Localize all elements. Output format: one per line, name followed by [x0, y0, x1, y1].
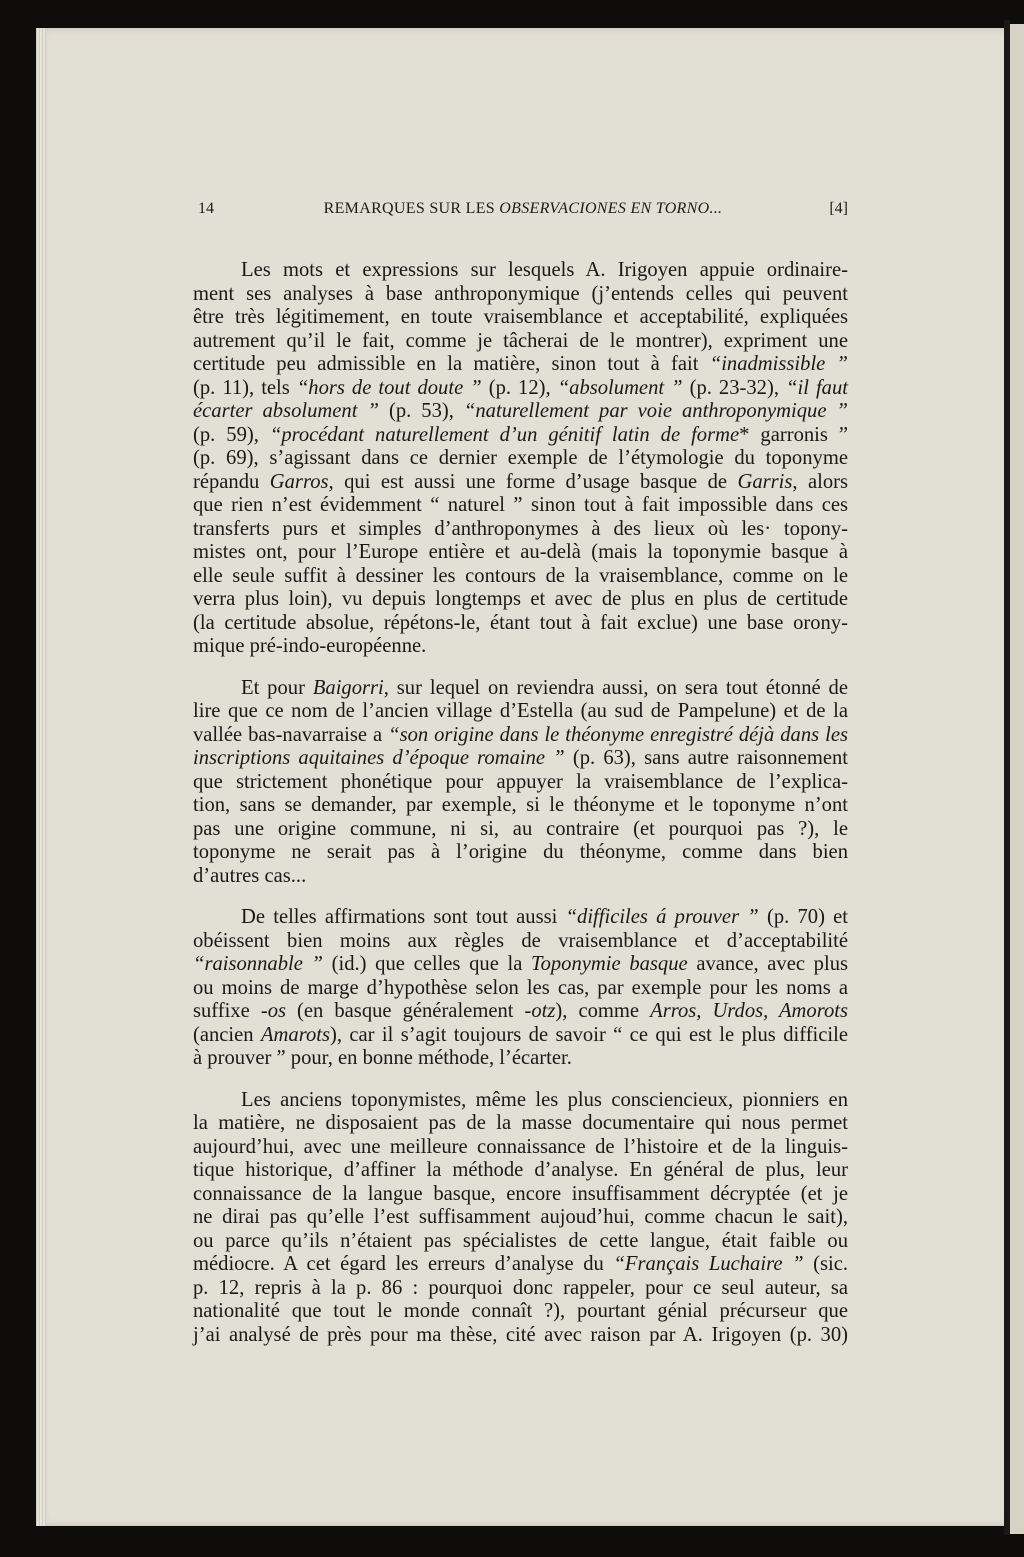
- text-segment: Et pour: [241, 676, 313, 699]
- italic-text: -otz: [524, 1000, 556, 1022]
- text-line: [193, 724, 848, 748]
- text-line: [193, 1206, 848, 1230]
- italic-text: “raisonnable ”: [193, 953, 323, 975]
- text-segment: toponyme ne serait pas à l’origine du théonyme, comme dans bien: [193, 841, 848, 863]
- text-segment: (p. 69), s’agissant dans ce dernier exemple de l’étymologie du toponyme: [193, 447, 848, 469]
- text-segment: j’ai analysé de près pour ma thèse, cité avec raison par A. Irigoyen (p. 30): [193, 1323, 848, 1346]
- italic-text: “il faut: [786, 376, 848, 399]
- text-line: [193, 541, 848, 565]
- running-title-italic: OBSERVACIONES EN TORNO...: [499, 200, 723, 217]
- text-line: [193, 771, 848, 795]
- text-segment: (ancien: [193, 1023, 261, 1046]
- text-line: [193, 306, 848, 330]
- text-line: [193, 612, 848, 636]
- text-segment: (p. 11), tels: [193, 376, 297, 399]
- text-segment: qui est aussi une forme d’usage basque de: [333, 470, 738, 493]
- text-segment: , alors: [792, 470, 848, 493]
- text-line: [193, 794, 848, 818]
- page-number: 14: [198, 200, 214, 217]
- text-line: [193, 906, 848, 930]
- text-line: [193, 588, 848, 612]
- text-segment: , sur lequel on reviendra aussi, on sera tout étonné de: [383, 676, 848, 699]
- text-line: [193, 1300, 848, 1324]
- text-segment: (p. 12),: [481, 376, 558, 399]
- text-segment: (en basque généralement: [286, 1000, 525, 1022]
- italic-text: “inadmissible ”: [709, 353, 848, 375]
- section-number: [4]: [829, 200, 848, 217]
- text-line: [193, 353, 848, 377]
- running-header: [198, 200, 848, 224]
- text-segment: connaissance de la langue basque, encore insuffisamment décryptée (et je: [193, 1182, 848, 1205]
- text-line: [193, 1000, 848, 1024]
- text-segment: suffixe: [193, 1000, 261, 1022]
- text-line: [193, 1024, 848, 1048]
- italic-text: Garros,: [269, 470, 334, 493]
- text-segment: (la certitude absolue, répétons-le, étant tout à fait exclue) une base orony-: [193, 611, 848, 634]
- text-line: [193, 1230, 848, 1254]
- text-segment: Les anciens toponymistes, même les plus consciencieux, pionniers en: [241, 1088, 848, 1111]
- text-segment: vallée bas-navarraise a: [193, 723, 389, 746]
- italic-text: Baigorri: [312, 676, 384, 699]
- italic-text: Arros, Urdos, Amorots: [650, 1000, 849, 1022]
- text-segment: Les mots et expressions sur lesquels A. Irigoyen appuie ordinaire-: [241, 259, 848, 281]
- text-line: [193, 865, 848, 889]
- text-segment: obéissent bien moins aux règles de vraisemblance et d’acceptabilité: [193, 929, 848, 952]
- text-line: [193, 700, 848, 724]
- italic-text: “son origine dans le théonyme enregistré déjà dans les: [388, 723, 848, 746]
- italic-text: -os: [260, 1000, 287, 1022]
- text-line: [193, 977, 848, 1001]
- text-segment: d’autres cas...: [193, 864, 307, 887]
- text-segment: pas une origine commune, ni si, au contraire (et pourquoi pas ?), le: [193, 817, 848, 840]
- italic-text: “Français Luchaire ”: [613, 1253, 804, 1275]
- text-segment: avance, avec plus: [687, 953, 849, 975]
- running-title-plain: REMARQUES SUR LES: [323, 200, 500, 217]
- text-line: [193, 1324, 848, 1348]
- text-line: [193, 1089, 848, 1113]
- text-line: [193, 747, 848, 771]
- paragraph: [193, 677, 848, 889]
- text-segment: répandu: [193, 470, 270, 493]
- text-line: [193, 494, 848, 518]
- text-line: [193, 259, 848, 283]
- text-line: [193, 1047, 848, 1071]
- text-line: [193, 1253, 848, 1277]
- text-line: [193, 424, 848, 448]
- text-segment: autrement qu’il le fait, comme je tâcherai de le montrer), expriment une: [193, 329, 848, 352]
- text-segment: mistes ont, pour l’Europe entière et au-delà (mais la toponymie basque à: [193, 541, 848, 563]
- italic-text: “difficiles á prouver ”: [565, 906, 759, 928]
- text-segment: la matière, ne disposaient pas de la masse documentaire qui nous permet: [193, 1112, 848, 1134]
- text-line: [193, 841, 848, 865]
- text-segment: ), car il s’agit toujours de savoir “ ce qui est le plus difficile: [330, 1023, 848, 1046]
- facing-page-edge: [1010, 24, 1024, 1534]
- text-segment: que strictement phonétique pour appuyer la vraisemblance de l’explica-: [193, 770, 848, 793]
- text-segment: * garronis ”: [739, 423, 849, 446]
- text-segment: (p. 23-32),: [682, 376, 787, 399]
- text-segment: (p. 70) et: [758, 906, 848, 928]
- paragraph: [193, 906, 848, 1071]
- text-line: [193, 1159, 848, 1183]
- text-segment: De telles affirmations sont tout aussi: [241, 906, 566, 928]
- text-line: [193, 1112, 848, 1136]
- text-line: [193, 283, 848, 307]
- italic-text: inscriptions aquitaines d’époque romaine ”: [193, 747, 565, 769]
- text-line: [193, 330, 848, 354]
- text-line: [193, 635, 848, 659]
- text-line: [193, 518, 848, 542]
- body-text: [193, 259, 848, 1365]
- text-line: [193, 447, 848, 471]
- text-segment: (p. 63), sans autre raisonnement: [564, 747, 848, 769]
- text-segment: mique pré-indo-européenne.: [193, 635, 427, 657]
- text-segment: ou parce qu’ils n’étaient pas spécialistes de cette langue, était faible ou: [193, 1229, 848, 1252]
- italic-text: “absolument ”: [557, 376, 683, 399]
- text-line: [193, 953, 848, 977]
- italic-text: écarter absolument ”: [193, 400, 379, 422]
- italic-text: Amarots: [260, 1023, 330, 1046]
- text-segment: ment ses analyses à base anthroponymique (j’entends celles qui peuvent: [193, 282, 848, 305]
- paragraph: [193, 259, 848, 659]
- text-line: [193, 377, 848, 401]
- text-line: [193, 1136, 848, 1160]
- text-segment: certitude peu admissible en la matière, sinon tout à fait: [193, 353, 710, 375]
- text-line: [193, 1183, 848, 1207]
- text-segment: que rien n’est évidemment “ naturel ” sinon tout à fait impossible dans ces: [193, 494, 848, 516]
- text-segment: elle seule suffit à dessiner les contours de la vraisemblance, comme on le: [193, 564, 848, 587]
- text-line: [193, 677, 848, 701]
- text-segment: p. 12, repris à la p. 86 : pourquoi donc rappeler, pour ce seul auteur, sa: [193, 1276, 848, 1299]
- text-segment: transferts purs et simples d’anthroponymes à des lieux où les· topony-: [193, 517, 848, 540]
- text-segment: (id.) que celles que la: [322, 953, 532, 975]
- text-segment: ne dirai pas qu’elle l’est suffisamment aujoud’hui, comme chacun le sait),: [193, 1206, 848, 1228]
- text-segment: (sic.: [803, 1253, 849, 1275]
- text-segment: ou moins de marge d’hypothèse selon les cas, par exemple pour les noms a: [193, 976, 848, 999]
- running-title: [198, 200, 848, 218]
- text-segment: médiocre. A cet égard les erreurs d’analyse du: [193, 1253, 614, 1275]
- text-segment: être très légitimement, en toute vraisemblance et acceptabilité, expliquées: [193, 306, 848, 328]
- paragraph: [193, 1089, 848, 1348]
- text-segment: ), comme: [555, 1000, 651, 1022]
- text-line: [193, 400, 848, 424]
- text-segment: lire que ce nom de l’ancien village d’Estella (au sud de Pampelune) et de la: [193, 700, 848, 722]
- text-segment: tique historique, d’affiner la méthode d’analyse. En général de plus, leur: [193, 1159, 848, 1181]
- text-segment: (p. 59),: [193, 423, 270, 446]
- text-line: [193, 1277, 848, 1301]
- italic-text: “naturellement par voie anthroponymique ”: [463, 400, 848, 422]
- text-line: [193, 818, 848, 842]
- text-segment: à prouver ” pour, en bonne méthode, l’écarter.: [193, 1047, 572, 1069]
- text-segment: tion, sans se demander, par exemple, si le théonyme et le toponyme n’ont: [193, 794, 848, 816]
- page-stack-edge: [36, 28, 46, 1526]
- italic-text: Garris: [737, 470, 793, 493]
- italic-text: Toponymie basque: [531, 953, 688, 975]
- text-line: [193, 930, 848, 954]
- italic-text: “hors de tout doute ”: [296, 376, 482, 399]
- text-segment: verra plus loin), vu depuis longtemps et avec de plus en plus de certitude: [193, 588, 848, 610]
- text-segment: aujourd’hui, avec une meilleure connaissance de l’histoire et de la linguis-: [193, 1135, 848, 1158]
- text-line: [193, 471, 848, 495]
- text-line: [193, 565, 848, 589]
- italic-text: “procédant naturellement d’un génitif latin de forme: [269, 423, 740, 446]
- text-segment: (p. 53),: [378, 400, 464, 422]
- text-segment: nationalité que tout le monde connaît ?), pourtant génial précurseur que: [193, 1300, 848, 1322]
